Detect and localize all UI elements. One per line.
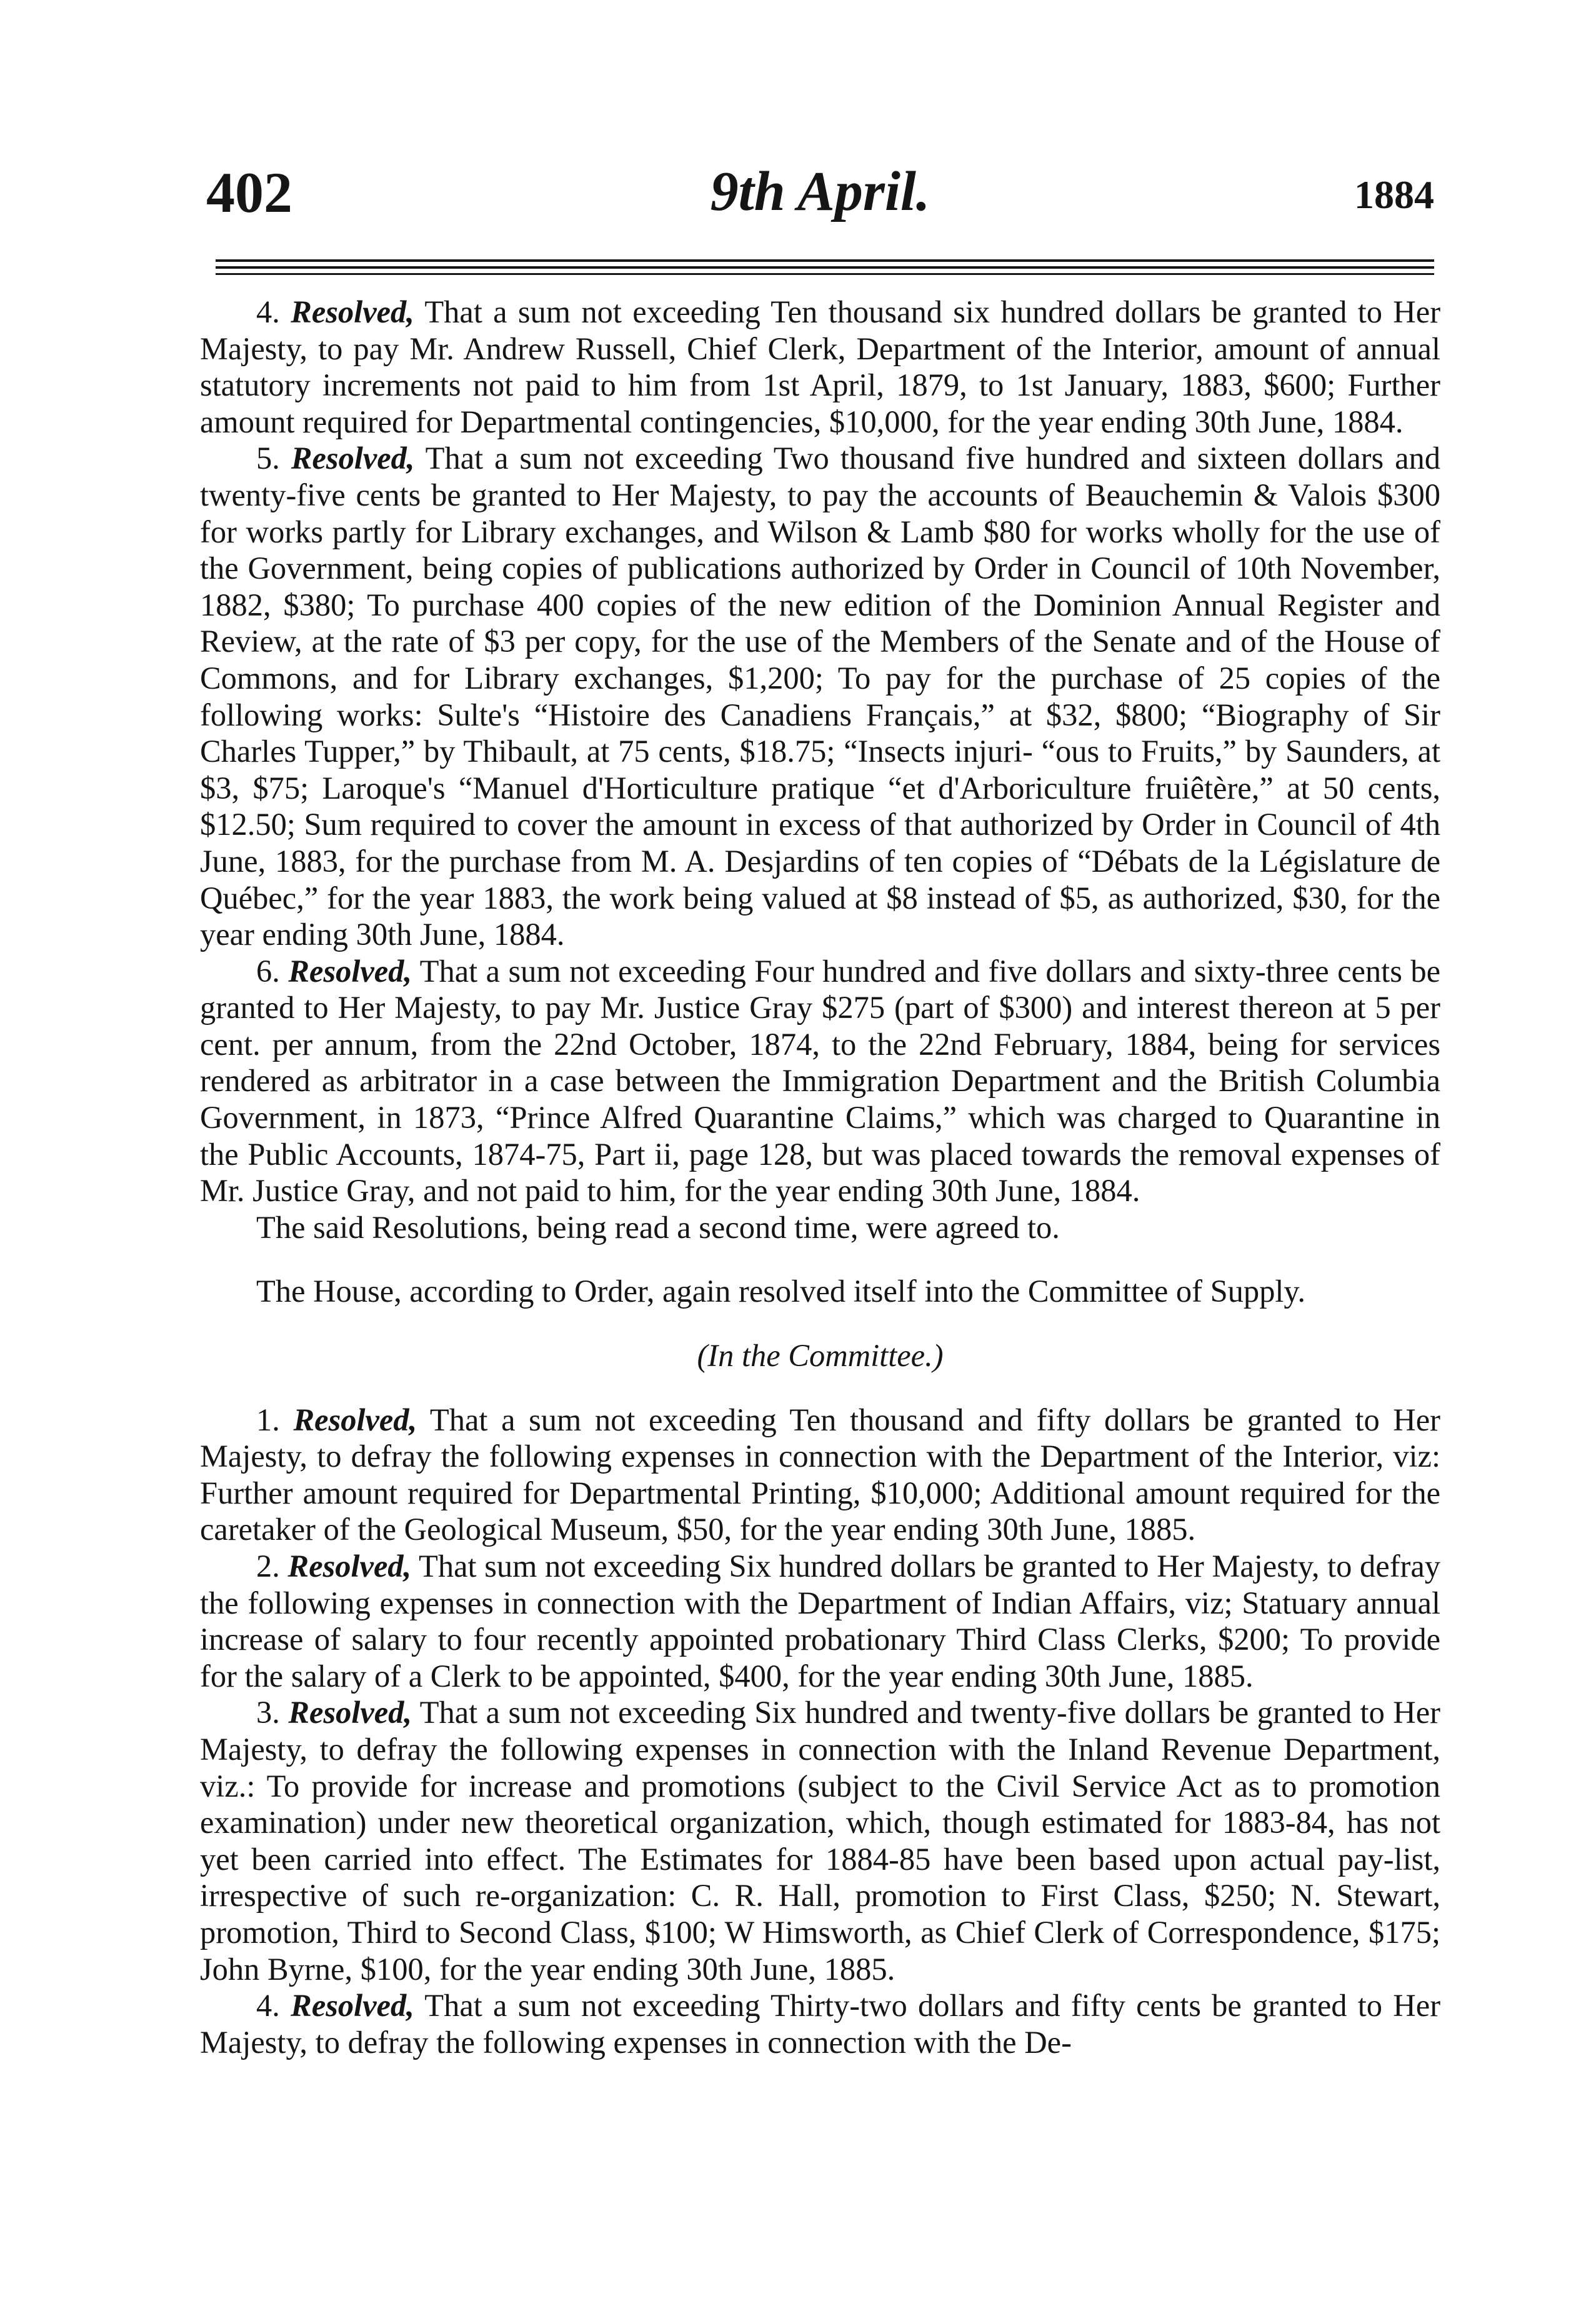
resolution-text: That a sum not exceeding Four hundred and five dollars and sixty-three cents be granted to Her Majesty, to pay Mr. Justice Gray $275 (part of $300) and interest thereon at 5 per cent. per annum, from the 22nd October, 1874, to the 22nd February, 1884, being for services rendered as arbitrator in a case between the Immigration Department and the British Columbia Government, in 1873, “Prince Alfred Quarantine Claims,” which was charged to Quarantine in the Public Accounts, 1874-75, Part ii, page 128, but was placed towards the removal expenses of Mr. Justice Gray, and not paid to him, for the year ending 30th June, 1884. [200, 953, 1440, 1209]
resolution-number: 4. [256, 1988, 280, 2024]
header-rule-top [216, 259, 1434, 262]
resolved-label: Resolved, [291, 1988, 414, 2024]
resolution-number: 3. [256, 1695, 280, 1730]
resolved-label: Resolved, [293, 1402, 417, 1437]
resolution-paragraph [200, 1987, 1440, 2060]
resolution-number: 1. [256, 1402, 280, 1437]
resolution-text: That a sum not exceeding Ten thousand six hundred dollars be granted to Her Majesty, to pay Mr. Andrew Russell, Chief Clerk, Department of the Interior, amount of annual statutory increments not paid to him from 1st April, 1879, to 1st January, 1883, $600; Further amount required for Departmental contingencies, $10,000, for the year ending 30th June, 1884. [200, 294, 1441, 439]
page-number: 402 [206, 161, 292, 224]
header-rule-bottom [216, 273, 1434, 275]
resolved-label: Resolved, [291, 441, 415, 476]
resolved-label: Resolved, [288, 953, 412, 989]
resolved-label: Resolved, [288, 1695, 412, 1730]
resolution-number: 2. [256, 1549, 280, 1584]
committee-heading: (In the Committee.) [697, 1338, 944, 1374]
committee-paragraph: The House, according to Order, again resolved itself into the Committee of Supply. [256, 1274, 1306, 1309]
agreement-paragraph: The said Resolutions, being read a second time, were agreed to. [256, 1209, 1060, 1245]
resolved-label: Resolved, [287, 1549, 412, 1584]
resolution-number: 4. [256, 294, 280, 329]
page-year: 1884 [1354, 172, 1434, 217]
resolution-paragraph [200, 440, 1440, 952]
document-body [200, 294, 1440, 2060]
resolution-text: That a sum not exceeding Ten thousand and fifty dollars be granted to Her Majesty, to defray the following expenses in connection with the Department of the Interior, viz: Further amount required for Departmental Printing, $10,000; Additional amount required for the caretaker of the Geological Museum, $50, for the year ending 30th June, 1885. [200, 1402, 1440, 1547]
resolution-text: That a sum not exceeding Thirty-two dollars and fifty cents be granted to Her Majesty, to defray the following expenses in connection with the De- [200, 1988, 1441, 2060]
resolution-text: That a sum not exceeding Six hundred and twenty-five dollars be granted to Her Majesty, to defray the following expenses in connection with the Inland Revenue Department, viz.: To provide for increase and promotions (subject to the Civil Service Act as to promotion examination) under new theoretical organization, which, though estimated for 1883-84, has not yet been carried into effect. The Estimates for 1884-85 have been based upon actual pay-list, irrespective of such re-organization: C. R. Hall, promotion to First Class, $250; N. Stewart, promotion, Third to Second Class, $100; W Himsworth, as Chief Clerk of Correspondence, $175; John Byrne, $100, for the year ending 30th June, 1885. [200, 1695, 1440, 1987]
resolution-number: 5. [256, 441, 280, 476]
resolved-label: Resolved, [291, 294, 414, 329]
resolution-text: That a sum not exceeding Two thousand five hundred and sixteen dollars and twenty-five cents be granted to Her Majesty, to pay the accounts of Beauchemin & Valois $300 for works partly for Library exchanges, and Wilson & Lamb $80 for works wholly for the use of the Government, being copies of publications authorized by Order in Council of 10th November, 1882, $380; To purchase 400 copies of the new edition of the Dominion Annual Register and Review, at the rate of $3 per copy, for the use of the Members of the Senate and of the House of Commons, and for Library exchanges, $1,200; To pay for the purchase of 25 copies of the following works: Sulte's “Histoire des Canadiens Français,” at $32, $800; “Biography of Sir Charles Tupper,” by Thibault, at 75 cents, $18.75; “Insects injuri- “ous to Fruits,” by Saunders, at $3, $75; Laroque's “Manuel d'Horticulture pratique “et d'Arboriculture fruiêtère,” at 50 cents, $12.50; Sum required to cover the amount in excess of that authorized by Order in Council of 4th June, 1883, for the purchase from M. A. Desjardins of ten copies of “Débats de la Législature de Québec,” for the year 1883, the work being valued at $8 instead of $5, as authorized, $30, for the year ending 30th June, 1884. [200, 441, 1440, 952]
resolution-number: 6. [256, 953, 280, 989]
resolution-paragraph [200, 1694, 1440, 1987]
header-rule-middle [216, 266, 1434, 269]
resolution-paragraph [200, 294, 1440, 440]
paragraph-spacer [200, 1374, 1440, 1402]
paragraph-spacer [200, 1310, 1440, 1337]
page-date: 9th April. [710, 161, 930, 222]
page-header [206, 159, 1434, 234]
resolution-text: That sum not exceeding Six hundred dollars be granted to Her Majesty, to defray the following expenses in connection with the Department of Indian Affairs, viz; Statuary annual increase of salary to four recently appointed probationary Third Class Clerks, $200; To provide for the salary of a Clerk to be appointed, $400, for the year ending 30th June, 1885. [200, 1549, 1441, 1694]
resolution-paragraph [200, 1402, 1440, 1548]
resolution-paragraph [200, 1548, 1440, 1694]
paragraph-spacer [200, 1245, 1440, 1273]
resolution-paragraph [200, 953, 1440, 1209]
